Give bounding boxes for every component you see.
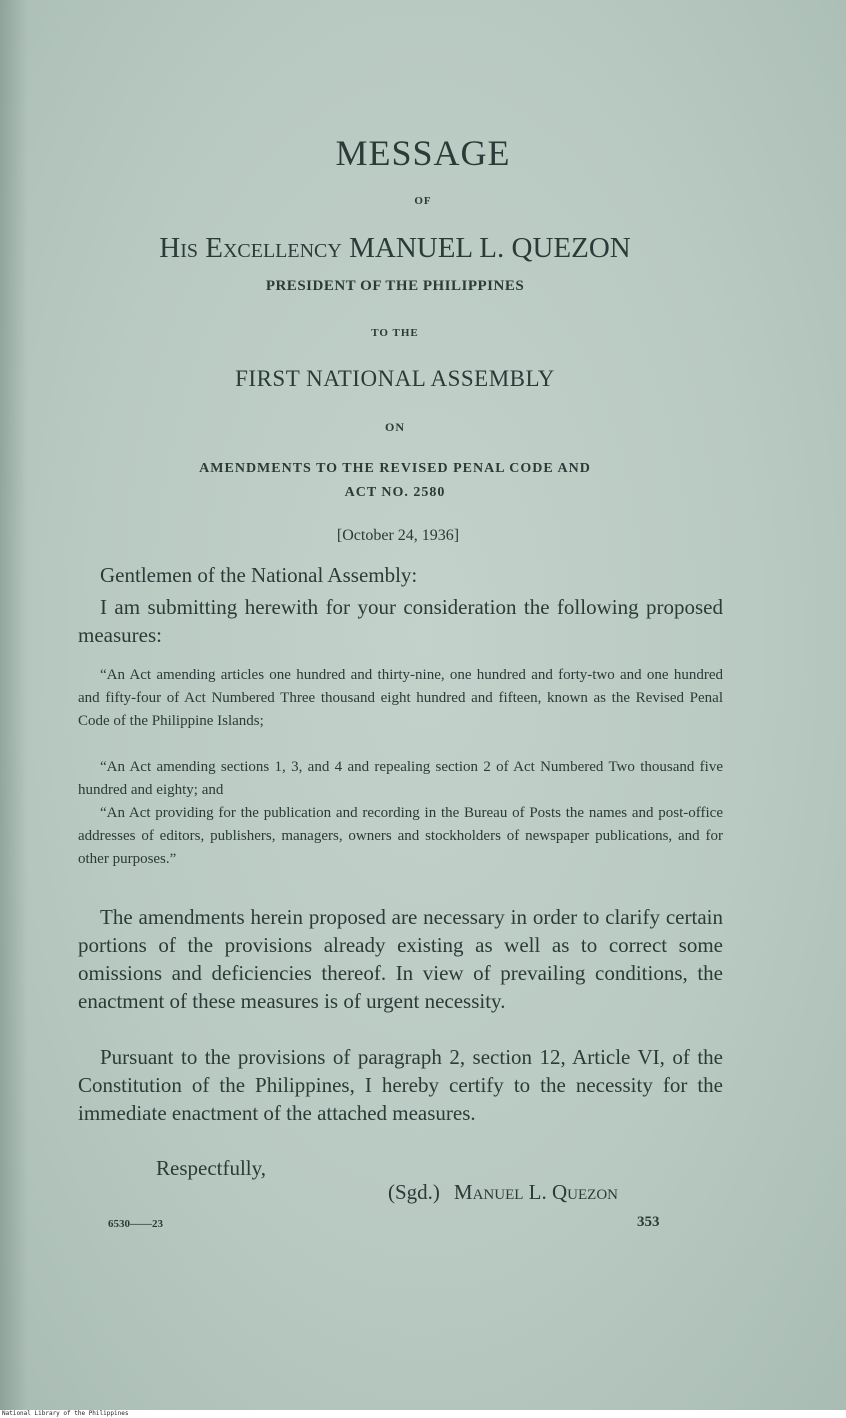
subject-line-2: ACT NO. 2580 <box>344 485 446 500</box>
addressee-name: MANUEL L. QUEZON <box>349 232 631 264</box>
signature-name: Manuel L. Quezon <box>453 1180 618 1204</box>
quoted-measure: “An Act amending sections 1, 3, and 4 and repealing section 2 of Act Numbered Two thousand five hundred and eighty; and <box>78 759 723 798</box>
addressee-prefix: His Excellency <box>159 232 342 264</box>
footer-credit: National Library of the Philippines <box>0 1410 846 1418</box>
closing: Respectfully, <box>156 1156 267 1180</box>
salutation: Gentlemen of the National Assembly: <box>100 563 418 587</box>
recipient-heading: FIRST NATIONAL ASSEMBLY <box>235 366 555 391</box>
addressee-position: PRESIDENT OF THE PHILIPPINES <box>265 278 525 294</box>
body-paragraph: The amendments herein proposed are necessary in order to clarify certain portions of the provisions already existing as well as to correct some omissions and deficiencies thereof. In view of prevailing conditions, the enactment of these measures is of urgent necessity. <box>78 905 723 1013</box>
message-date: [October 24, 1936] <box>336 527 460 544</box>
signature-mark: 6530——23 <box>108 1218 163 1230</box>
signature-prefix: (Sgd.) <box>388 1180 440 1204</box>
page-number: 353 <box>637 1214 660 1230</box>
body-paragraph: Pursuant to the provisions of paragraph 2, section 12, Article VI, of the Constitution of the Philippines, I hereby certify to the necessity for the immediate enactment of the attached measures. <box>78 1045 723 1125</box>
addressee-heading <box>0 232 818 265</box>
quoted-measure: “An Act providing for the publication and recording in the Bureau of Posts the names and post-office addresses of editors, publishers, managers, owners and stockholders of newspaper publications, and for other purposes.” <box>78 805 723 867</box>
subject-line-1: AMENDMENTS TO THE REVISED PENAL CODE AND <box>199 461 591 476</box>
intro-paragraph: I am submitting herewith for your consideration the following proposed measures: <box>78 595 723 647</box>
on-label: ON <box>385 420 405 434</box>
of-label: OF <box>414 195 432 207</box>
quoted-measure: “An Act amending articles one hundred and thirty-nine, one hundred and forty-two and one hundred and fifty-four of Act Numbered Three thousand eight hundred and fifteen, known as the Revised Penal Code of the Philippine Islands; <box>78 667 723 729</box>
signature <box>388 1180 618 1205</box>
page-title: MESSAGE <box>335 133 511 173</box>
to-the-label: TO THE <box>371 327 419 339</box>
